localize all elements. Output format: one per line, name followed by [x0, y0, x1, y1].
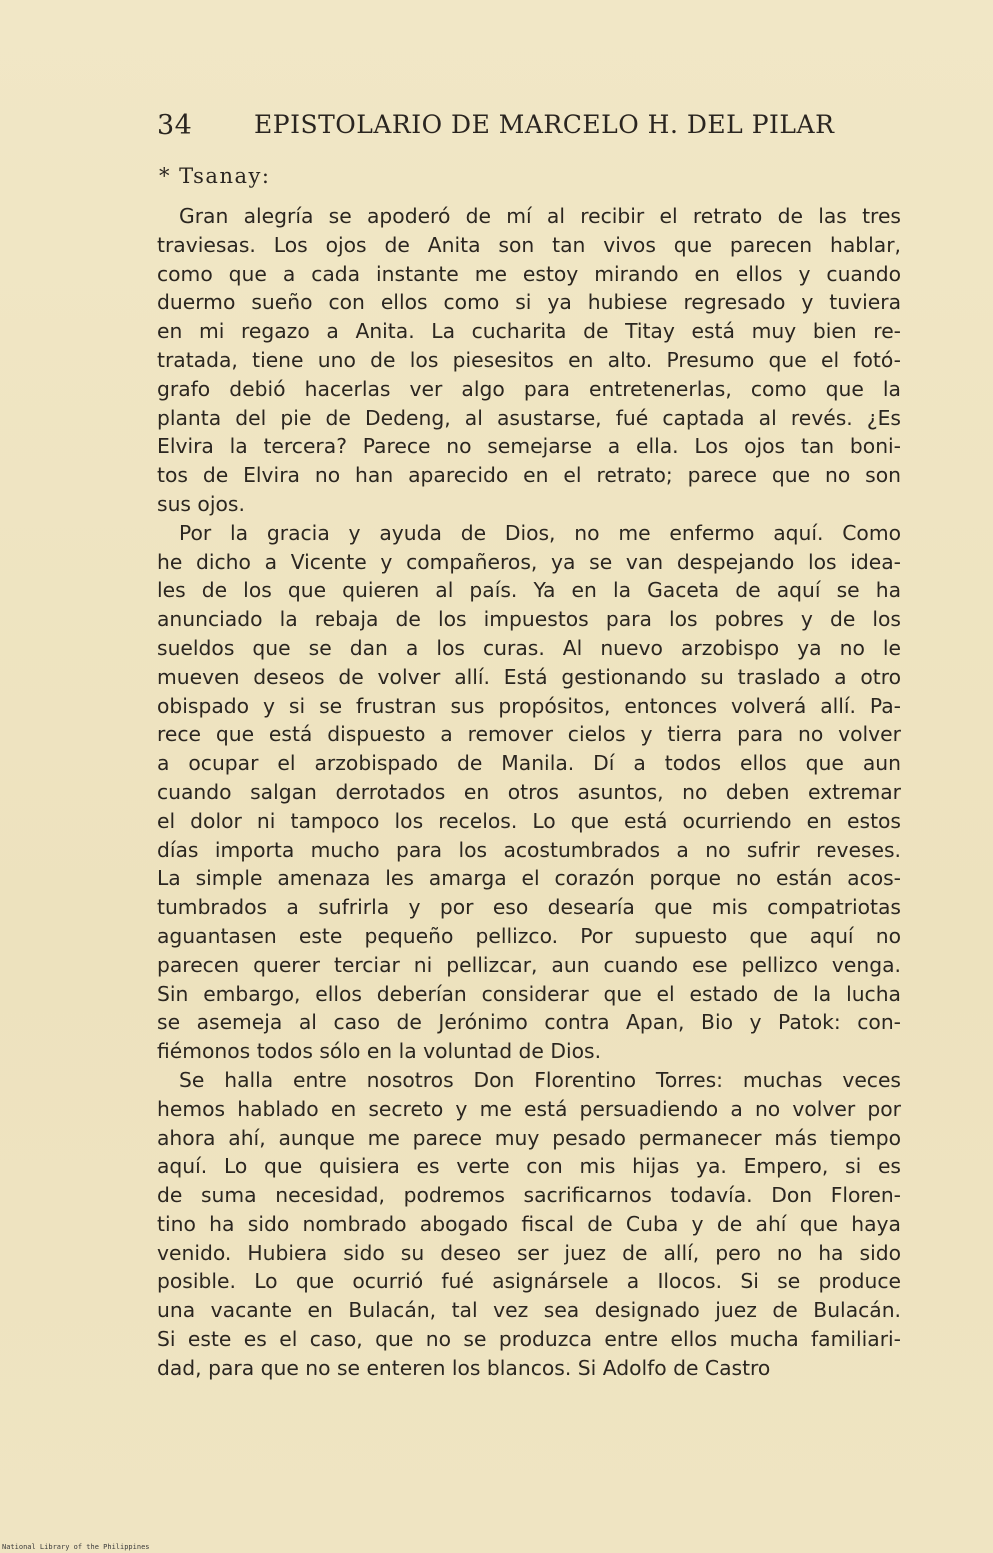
text-line: mueven deseos de volver allí. Está gestionando su traslado a otro: [157, 664, 901, 689]
text-line: grafo debió hacerlas ver algo para entretenerlas, como que la: [157, 376, 901, 401]
text-line: les de los que quieren al país. Ya en la Gaceta de aquí se ha: [157, 578, 901, 603]
text-line: a ocupar el arzobispado de Manila. Dí a todos ellos que aun: [157, 751, 901, 776]
text-line: en mi regazo a Anita. La cucharita de Titay está muy bien re-: [157, 319, 901, 344]
page-header: [157, 108, 857, 144]
text-line: duermo sueño con ellos como si ya hubiese regresado y tuviera: [157, 290, 901, 315]
text-line: fiémonos todos sólo en la voluntad de Dios.: [157, 1039, 602, 1064]
page-number: 34: [157, 110, 193, 141]
text-line: rece que está dispuesto a remover cielos y tierra para no volver: [157, 722, 901, 747]
text-line: traviesas. Los ojos de Anita son tan vivos que parecen hablar,: [157, 232, 901, 257]
text-line: tos de Elvira no han aparecido en el retrato; parece que no son: [157, 463, 901, 488]
text-line: se asemeja al caso de Jerónimo contra Apan, Bio y Patok: con-: [157, 1010, 901, 1035]
text-line: venido. Hubiera sido su deseo ser juez de allí, pero no ha sido: [157, 1240, 901, 1265]
text-line: Sin embargo, ellos deberían considerar que el estado de la lucha: [157, 981, 901, 1006]
running-title: EPISTOLARIO DE MARCELO H. DEL PILAR: [254, 110, 835, 139]
text-line: tino ha sido nombrado abogado fiscal de Cuba y de ahí que haya: [157, 1211, 901, 1236]
text-line: dad, para que no se enteren los blancos. Si Adolfo de Castro: [157, 1355, 771, 1380]
text-line: anunciado la rebaja de los impuestos para los pobres y de los: [157, 607, 901, 632]
paragraph: [157, 202, 901, 519]
text-line: de suma necesidad, podremos sacrificarnos todavía. Don Floren-: [157, 1183, 901, 1208]
text-line: aquí. Lo que quisiera es verte con mis hijas ya. Empero, si es: [157, 1154, 901, 1179]
text-line: obispado y si se frustran sus propósitos, entonces volverá allí. Pa-: [157, 693, 901, 718]
text-line: parecen querer terciar ni pellizcar, aun cuando ese pellizco venga.: [157, 952, 901, 977]
text-line: hemos hablado en secreto y me está persuadiendo a no volver por: [157, 1096, 901, 1121]
text-line: Gran alegría se apoderó de mí al recibir el retrato de las tres: [179, 204, 901, 228]
library-credit: National Library of the Philippines: [2, 1543, 150, 1551]
text-line: Por la gracia y ayuda de Dios, no me enfermo aquí. Como: [179, 520, 901, 545]
letter-body: [157, 202, 901, 1383]
text-line: La simple amenaza les amarga el corazón porque no están acos-: [157, 866, 901, 891]
text-line: Elvira la tercera? Parece no semejarse a ella. Los ojos tan boni-: [157, 434, 901, 459]
paragraph: [157, 519, 901, 1066]
letter-salutation: * Tsanay:: [159, 164, 271, 188]
text-line: una vacante en Bulacán, tal vez sea designado juez de Bulacán.: [157, 1298, 901, 1323]
text-line: planta del pie de Dedeng, al asustarse, fué captada al revés. ¿Es: [157, 405, 901, 430]
text-line: sueldos que se dan a los curas. Al nuevo arzobispo ya no le: [157, 635, 901, 660]
text-line: tumbrados a sufrirla y por eso desearía que mis compatriotas: [157, 895, 901, 920]
text-line: tratada, tiene uno de los piesesitos en alto. Presumo que el fotó-: [157, 347, 901, 372]
text-line: sus ojos.: [157, 491, 245, 516]
paragraph: [157, 1066, 901, 1383]
text-line: días importa mucho para los acostumbrados a no sufrir reveses.: [157, 837, 901, 862]
text-line: ahora ahí, aunque me parece muy pesado permanecer más tiempo: [157, 1125, 901, 1150]
text-line: Se halla entre nosotros Don Florentino Torres: muchas veces: [179, 1067, 901, 1092]
text-line: Si este es el caso, que no se produzca entre ellos mucha familiari-: [157, 1327, 901, 1352]
text-line: posible. Lo que ocurrió fué asignársele a Ilocos. Si se produce: [157, 1269, 901, 1294]
text-line: como que a cada instante me estoy mirando en ellos y cuando: [157, 261, 901, 286]
text-line: he dicho a Vicente y compañeros, ya se van despejando los idea-: [157, 549, 901, 574]
text-line: cuando salgan derrotados en otros asuntos, no deben extremar: [157, 779, 901, 804]
text-line: aguantasen este pequeño pellizco. Por supuesto que aquí no: [157, 923, 901, 948]
text-line: el dolor ni tampoco los recelos. Lo que está ocurriendo en estos: [157, 808, 901, 833]
